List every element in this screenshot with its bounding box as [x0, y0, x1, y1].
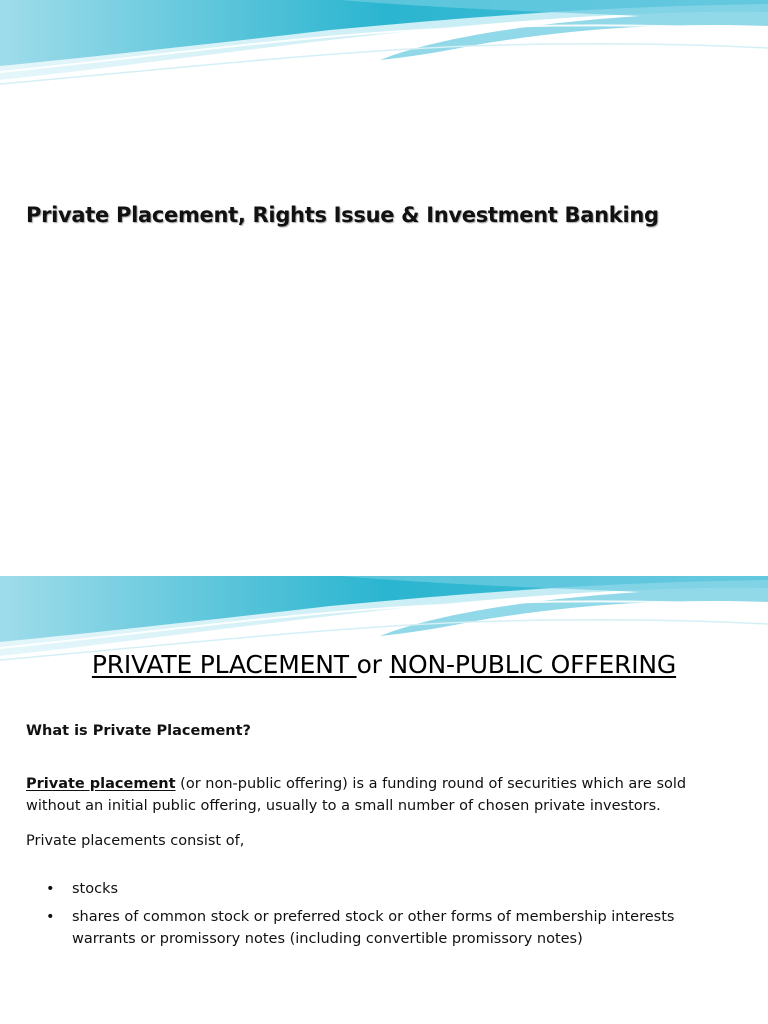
slide-heading — [0, 650, 768, 679]
list-item — [26, 906, 742, 950]
definition-term: Private placement — [26, 776, 176, 792]
bullet-icon: • — [46, 881, 55, 897]
list-intro: Private placements consist of, — [26, 833, 245, 849]
definition-paragraph — [26, 773, 742, 817]
slide-2 — [0, 576, 768, 1024]
bullet-list — [26, 878, 742, 956]
bullet-icon: • — [46, 909, 55, 925]
list-item — [26, 878, 742, 900]
question-heading: What is Private Placement? — [26, 723, 251, 739]
heading-connector: or — [356, 650, 382, 679]
heading-private-placement: PRIVATE PLACEMENT — [91, 650, 357, 679]
heading-non-public-offering: NON-PUBLIC OFFERING — [389, 650, 677, 679]
slide-title: Private Placement, Rights Issue & Investment Banking — [26, 203, 659, 227]
wave-banner-decoration — [0, 0, 768, 90]
definition-text: (or non-public offering) is a funding round of securities which are sold without an initial public offering, usually to a small number of chosen private investors. — [26, 776, 687, 814]
list-item-text: shares of common stock or preferred stock or other forms of membership interests warrants or promissory notes (including convertible promissory notes) — [72, 909, 675, 947]
list-item-text: stocks — [72, 881, 119, 897]
